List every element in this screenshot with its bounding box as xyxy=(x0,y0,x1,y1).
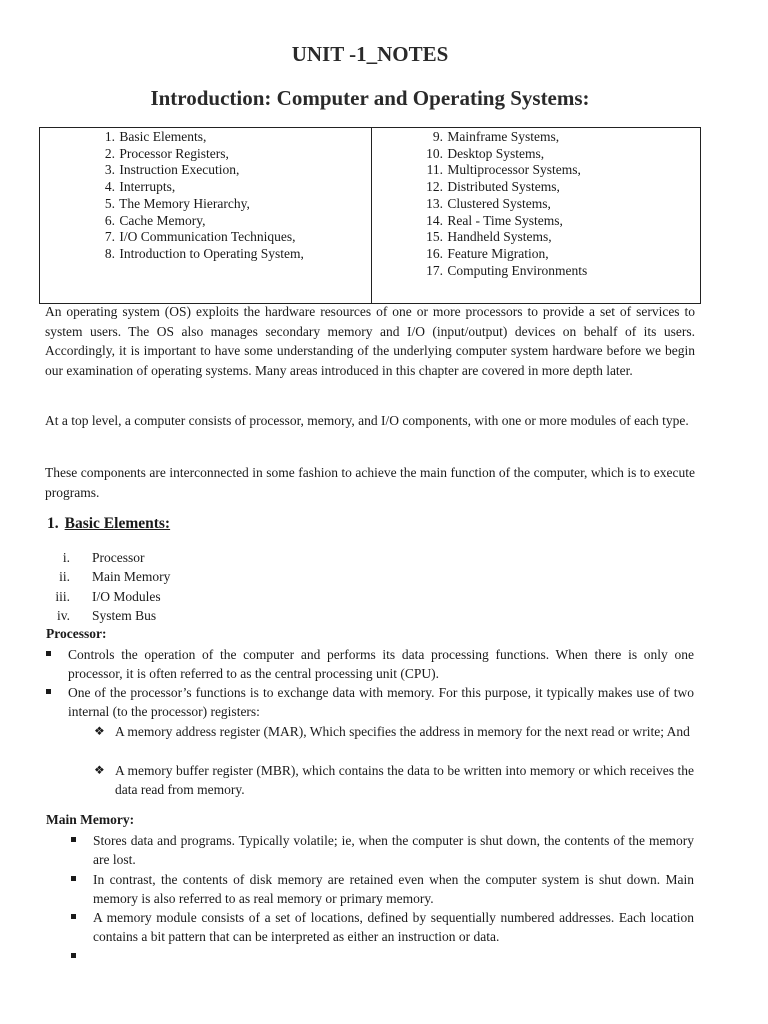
list-item-label: Main Memory xyxy=(92,569,171,585)
topic-item xyxy=(90,162,304,179)
bullet-item xyxy=(93,831,694,869)
topics-left-column xyxy=(90,129,304,263)
unit-title: UNIT -1_NOTES xyxy=(291,42,449,66)
roman-numeral: iii. xyxy=(55,588,70,604)
list-item-label: I/O Modules xyxy=(92,588,161,604)
topic-label: Mainframe Systems, xyxy=(447,129,560,144)
topic-label: Multiprocessor Systems, xyxy=(447,162,581,178)
list-item xyxy=(48,548,170,567)
list-item xyxy=(48,606,170,625)
top-level-paragraph: At a top level, a computer consists of processor, memory, and I/O components, with one or more modules of each type. xyxy=(45,413,689,428)
topic-item xyxy=(90,146,304,163)
square-bullet-icon xyxy=(71,914,76,919)
list-item xyxy=(48,567,170,586)
topic-label: I/O Communication Techniques, xyxy=(119,229,296,245)
topic-number: 7. xyxy=(104,229,115,245)
square-bullet-icon xyxy=(71,876,76,881)
topic-label: Interrupts, xyxy=(119,179,176,195)
topic-number: 6. xyxy=(104,212,115,228)
topic-label: Basic Elements, xyxy=(119,129,207,144)
topic-number: 12. xyxy=(426,179,443,195)
topics-table xyxy=(39,127,701,304)
table-divider xyxy=(371,128,372,303)
topic-number: 17. xyxy=(426,262,443,278)
roman-numeral: i. xyxy=(62,550,70,565)
bullet-text: A memory address register (MAR), Which specifies the address in memory for the next read or write; And xyxy=(115,724,690,739)
topic-label: Real - Time Systems, xyxy=(447,212,563,228)
topic-label: Cache Memory, xyxy=(119,212,206,228)
diamond-bullet-icon: ❖ xyxy=(94,763,105,777)
topic-number: 14. xyxy=(426,212,443,228)
topic-item xyxy=(424,229,587,246)
topic-number: 13. xyxy=(426,195,443,211)
square-bullet-icon xyxy=(46,651,51,656)
topic-label: Distributed Systems, xyxy=(447,179,560,195)
topic-label: Clustered Systems, xyxy=(447,195,551,211)
basic-elements-list xyxy=(48,548,170,625)
bullet-text: In contrast, the contents of disk memory are retained even when the computer system is shut down. Main memory is also referred to as real memory or primary memory. xyxy=(93,872,694,906)
topic-number: 8. xyxy=(104,245,115,261)
topic-item xyxy=(90,213,304,230)
list-item-label: System Bus xyxy=(92,607,157,623)
topic-label: Introduction to Operating System, xyxy=(119,245,304,261)
square-bullet-icon xyxy=(71,837,76,842)
sub-bullet-item xyxy=(94,761,694,799)
topic-label: Computing Environments xyxy=(447,262,588,278)
topic-label: Processor Registers, xyxy=(119,145,229,161)
bullet-text: Stores data and programs. Typically volatile; ie, when the computer is shut down, the contents of the memory are lost. xyxy=(93,833,694,867)
bullet-text: A memory buffer register (MBR), which contains the data to be written into memory or which receives the data read from memory. xyxy=(115,763,694,797)
intro-title: Introduction: Computer and Operating Systems: xyxy=(150,86,590,110)
topic-number: 15. xyxy=(426,229,443,245)
topic-item xyxy=(90,229,304,246)
bullet-item xyxy=(68,683,694,721)
square-bullet-icon xyxy=(71,953,76,958)
topic-item xyxy=(90,246,304,263)
topic-number: 1. xyxy=(104,129,115,144)
bullet-text: A memory module consists of a set of locations, defined by sequentially numbered addresses. Each location contains a bit pattern that can be interpreted as either an instruction or data. xyxy=(93,910,694,944)
list-item xyxy=(48,587,170,606)
intro-paragraph: An operating system (OS) exploits the hardware resources of one or more processors to provide a set of services to system users. The OS also manages secondary memory and I/O (input/output) devices on behalf of its users. Accordingly, it is important to have some understanding of the underlying computer system hardware before we begin our examination of operating systems. Many areas introduced in this chapter are covered in more depth later. xyxy=(45,304,695,378)
topic-label: Handheld Systems, xyxy=(447,229,552,245)
topic-label: The Memory Hierarchy, xyxy=(119,195,250,211)
topic-item xyxy=(424,162,587,179)
topic-item xyxy=(90,179,304,196)
bullet-text: One of the processor’s functions is to exchange data with memory. For this purpose, it typically makes use of two internal (to the processor) registers: xyxy=(68,685,694,719)
diamond-bullet-icon: ❖ xyxy=(94,724,105,738)
square-bullet-icon xyxy=(46,689,51,694)
topic-number: 16. xyxy=(426,245,443,261)
topic-item xyxy=(90,129,304,146)
list-item-label: Processor xyxy=(92,550,145,565)
main-memory-heading: Main Memory: xyxy=(46,812,135,827)
heading-number: 1. xyxy=(47,515,59,532)
roman-numeral: ii. xyxy=(59,569,70,585)
topic-number: 2. xyxy=(104,145,115,161)
topic-number: 9. xyxy=(432,129,443,144)
topic-number: 11. xyxy=(426,162,443,178)
interconnect-paragraph: These components are interconnected in some fashion to achieve the main function of the computer, which is to execute programs. xyxy=(45,465,695,500)
sub-bullet-item xyxy=(94,722,694,741)
topics-right-column xyxy=(424,129,587,279)
topic-number: 4. xyxy=(104,179,115,195)
basic-elements-heading xyxy=(47,515,170,533)
topic-item xyxy=(424,196,587,213)
heading-text: Basic Elements: xyxy=(64,515,171,532)
topic-number: 3. xyxy=(104,162,115,178)
topic-item xyxy=(424,263,587,280)
topic-item xyxy=(424,246,587,263)
topic-item xyxy=(424,179,587,196)
topic-label: Instruction Execution, xyxy=(119,162,240,178)
processor-heading: Processor: xyxy=(46,626,107,641)
topic-item xyxy=(424,213,587,230)
topic-item xyxy=(424,129,587,146)
bullet-item xyxy=(93,870,694,908)
bullet-item xyxy=(93,908,694,946)
topic-item xyxy=(90,196,304,213)
topic-item xyxy=(424,146,587,163)
bullet-item xyxy=(68,645,694,683)
topic-number: 10. xyxy=(426,145,443,161)
bullet-text: Controls the operation of the computer and performs its data processing functions. When there is only one processor, it is often referred to as the central processing unit (CPU). xyxy=(68,647,694,681)
topic-label: Desktop Systems, xyxy=(447,145,545,161)
topic-number: 5. xyxy=(104,195,115,211)
topic-label: Feature Migration, xyxy=(447,245,549,261)
roman-numeral: iv. xyxy=(57,607,70,623)
bullet-item xyxy=(93,947,694,966)
